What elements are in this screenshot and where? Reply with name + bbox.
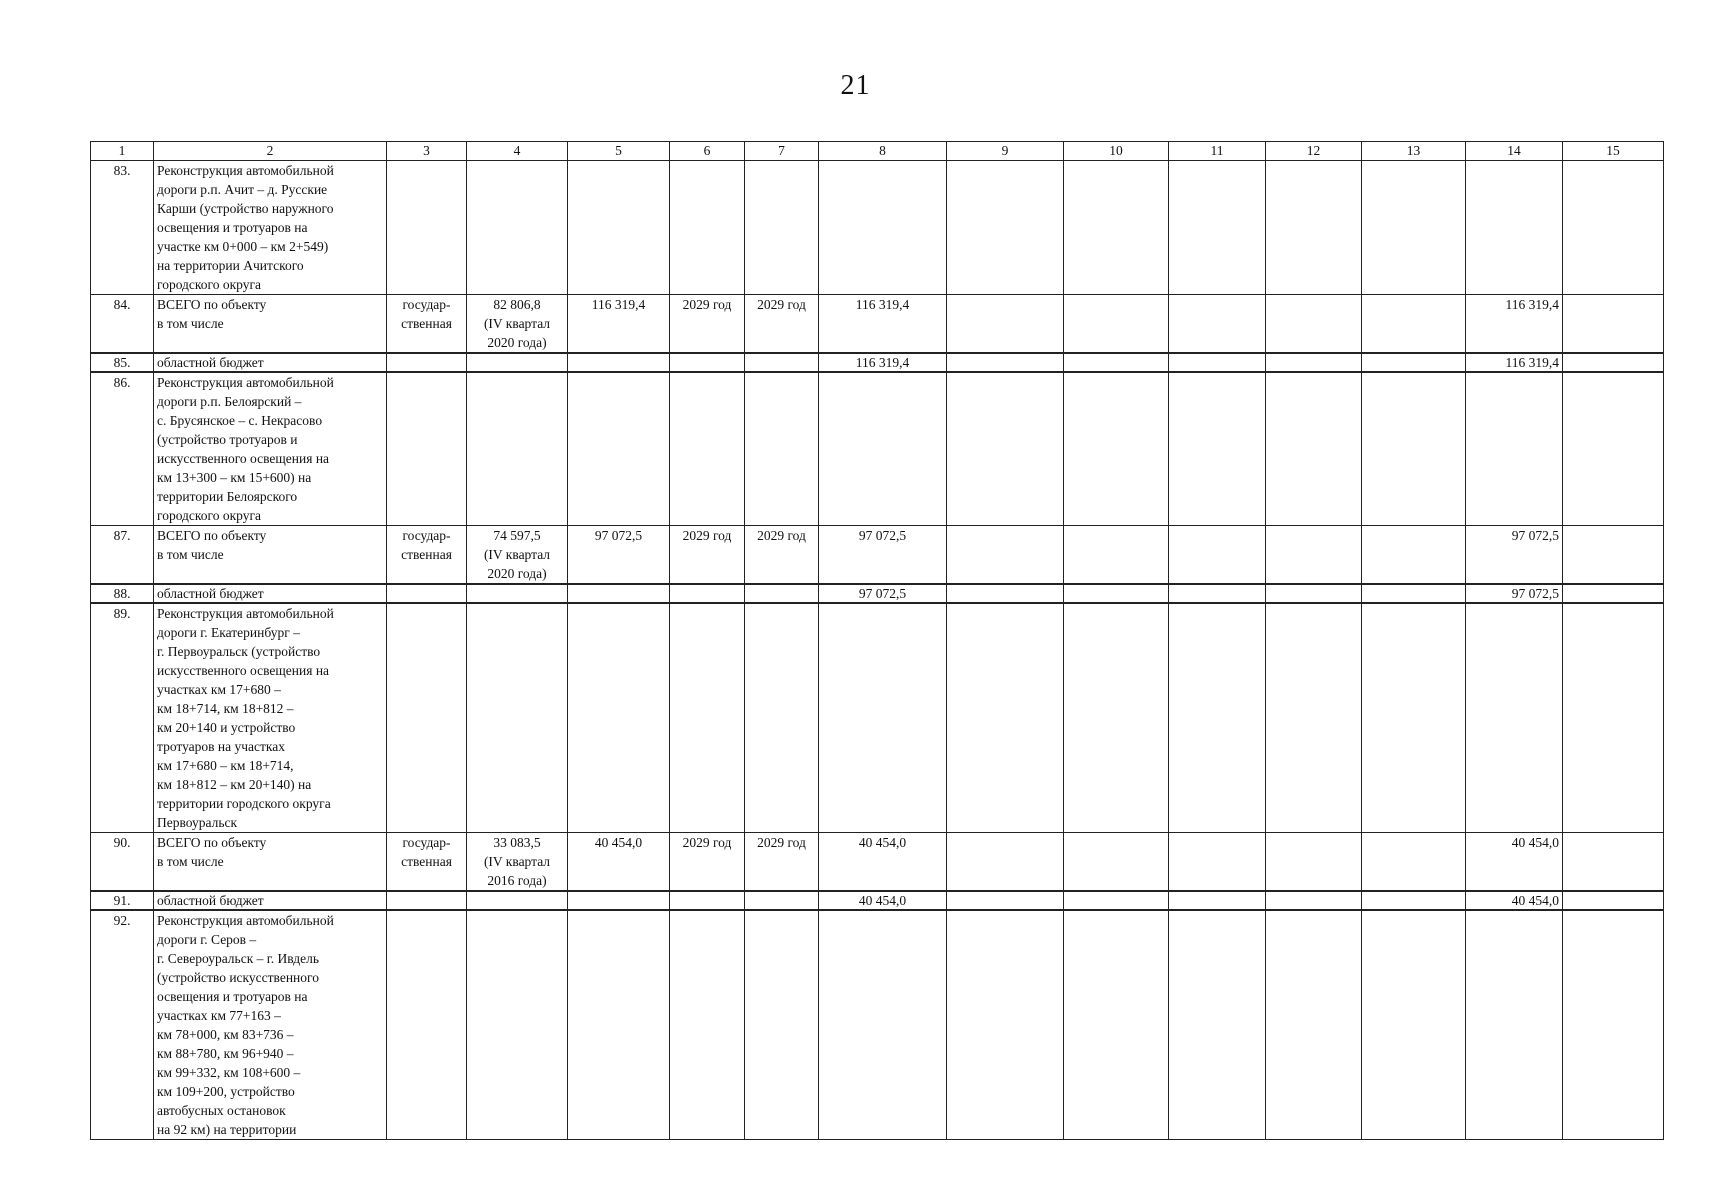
empty-cell <box>467 910 568 1140</box>
row-number: 89. <box>91 603 154 833</box>
empty-cell <box>1563 833 1664 892</box>
row-label: областной бюджет <box>154 891 387 910</box>
col-header: 9 <box>947 142 1064 161</box>
empty-cell <box>1064 295 1169 354</box>
empty-cell <box>1466 161 1563 295</box>
empty-cell <box>568 161 670 295</box>
table-row <box>91 910 1664 1140</box>
empty-cell <box>1563 910 1664 1140</box>
object-name: Реконструкция автомобильной дороги р.п. Белоярский – с. Брусянское – с. Некрасово (устройство тротуаров и искусственного освещения на км 13+300 – км 15+600) на территории Белоярского городского округа <box>154 372 387 526</box>
value-cell: 40 454,0 <box>819 891 947 910</box>
col-header: 13 <box>1362 142 1466 161</box>
empty-cell <box>670 891 745 910</box>
empty-cell <box>1466 372 1563 526</box>
value-cell: 116 319,4 <box>1466 353 1563 372</box>
cost-cell: 33 083,5 (IV квартал 2016 года) <box>467 833 568 892</box>
empty-cell <box>819 910 947 1140</box>
empty-cell <box>1064 910 1169 1140</box>
ownership-cell: государ- ственная <box>387 295 467 354</box>
empty-cell <box>745 603 819 833</box>
table-row <box>91 353 1664 372</box>
empty-cell <box>1563 295 1664 354</box>
value-cell: 40 454,0 <box>1466 891 1563 910</box>
col-header: 7 <box>745 142 819 161</box>
empty-cell <box>1064 891 1169 910</box>
empty-cell <box>1169 603 1266 833</box>
empty-cell <box>1266 910 1362 1140</box>
year-cell: 2029 год <box>745 833 819 892</box>
table-row <box>91 372 1664 526</box>
empty-cell <box>1169 372 1266 526</box>
empty-cell <box>947 372 1064 526</box>
empty-cell <box>947 584 1064 603</box>
cost-cell: 82 806,8 (IV квартал 2020 года) <box>467 295 568 354</box>
value-cell: 116 319,4 <box>1466 295 1563 354</box>
empty-cell <box>947 295 1064 354</box>
col-header: 8 <box>819 142 947 161</box>
row-number: 85. <box>91 353 154 372</box>
empty-cell <box>1563 161 1664 295</box>
empty-cell <box>1563 526 1664 585</box>
value-cell: 97 072,5 <box>819 526 947 585</box>
empty-cell <box>1169 161 1266 295</box>
empty-cell <box>1266 584 1362 603</box>
col-header: 2 <box>154 142 387 161</box>
empty-cell <box>1064 353 1169 372</box>
value-cell: 116 319,4 <box>568 295 670 354</box>
empty-cell <box>1169 910 1266 1140</box>
empty-cell <box>467 584 568 603</box>
empty-cell <box>1266 526 1362 585</box>
col-header: 4 <box>467 142 568 161</box>
year-cell: 2029 год <box>670 295 745 354</box>
empty-cell <box>745 584 819 603</box>
empty-cell <box>819 603 947 833</box>
empty-cell <box>1563 372 1664 526</box>
table-row <box>91 526 1664 585</box>
data-table <box>90 141 1664 1140</box>
value-cell: 40 454,0 <box>1466 833 1563 892</box>
value-cell: 97 072,5 <box>568 526 670 585</box>
empty-cell <box>670 910 745 1140</box>
col-header: 5 <box>568 142 670 161</box>
row-label: ВСЕГО по объекту в том числе <box>154 295 387 354</box>
empty-cell <box>947 603 1064 833</box>
empty-cell <box>1362 833 1466 892</box>
table-row <box>91 161 1664 295</box>
empty-cell <box>1362 295 1466 354</box>
empty-cell <box>467 372 568 526</box>
empty-cell <box>1169 584 1266 603</box>
object-name: Реконструкция автомобильной дороги г. Екатеринбург – г. Первоуральск (устройство искусственного освещения на участках км 17+680 – км 18+714, км 18+812 – км 20+140 и устройство тротуаров на участках км 17+680 – км 18+714, км 18+812 – км 20+140) на территории городского округа Первоуральск <box>154 603 387 833</box>
empty-cell <box>467 161 568 295</box>
empty-cell <box>745 372 819 526</box>
empty-cell <box>745 161 819 295</box>
empty-cell <box>1362 353 1466 372</box>
empty-cell <box>1266 353 1362 372</box>
empty-cell <box>1064 603 1169 833</box>
empty-cell <box>1064 584 1169 603</box>
empty-cell <box>745 891 819 910</box>
empty-cell <box>1266 372 1362 526</box>
empty-cell <box>387 891 467 910</box>
empty-cell <box>387 353 467 372</box>
year-cell: 2029 год <box>670 833 745 892</box>
table-row <box>91 603 1664 833</box>
empty-cell <box>670 161 745 295</box>
value-cell: 40 454,0 <box>568 833 670 892</box>
empty-cell <box>1064 526 1169 585</box>
ownership-cell: государ- ственная <box>387 526 467 585</box>
empty-cell <box>1362 161 1466 295</box>
empty-cell <box>1563 891 1664 910</box>
row-number: 88. <box>91 584 154 603</box>
year-cell: 2029 год <box>745 295 819 354</box>
empty-cell <box>1266 891 1362 910</box>
col-header: 1 <box>91 142 154 161</box>
empty-cell <box>670 372 745 526</box>
empty-cell <box>1563 353 1664 372</box>
row-number: 86. <box>91 372 154 526</box>
empty-cell <box>1362 526 1466 585</box>
row-label: областной бюджет <box>154 584 387 603</box>
row-number: 90. <box>91 833 154 892</box>
empty-cell <box>568 372 670 526</box>
value-cell: 40 454,0 <box>819 833 947 892</box>
empty-cell <box>1064 161 1169 295</box>
row-number: 92. <box>91 910 154 1140</box>
object-name: Реконструкция автомобильной дороги р.п. Ачит – д. Русские Карши (устройство наружного освещения и тротуаров на участке км 0+000 – км 2+549) на территории Ачитского городского округа <box>154 161 387 295</box>
empty-cell <box>947 910 1064 1140</box>
empty-cell <box>947 833 1064 892</box>
col-header: 6 <box>670 142 745 161</box>
value-cell: 116 319,4 <box>819 295 947 354</box>
year-cell: 2029 год <box>670 526 745 585</box>
table-row <box>91 833 1664 892</box>
value-cell: 116 319,4 <box>819 353 947 372</box>
row-number: 83. <box>91 161 154 295</box>
empty-cell <box>568 891 670 910</box>
row-label: областной бюджет <box>154 353 387 372</box>
row-number: 87. <box>91 526 154 585</box>
empty-cell <box>568 910 670 1140</box>
empty-cell <box>1466 910 1563 1140</box>
empty-cell <box>819 161 947 295</box>
row-label: ВСЕГО по объекту в том числе <box>154 526 387 585</box>
empty-cell <box>387 584 467 603</box>
value-cell: 97 072,5 <box>819 584 947 603</box>
empty-cell <box>1169 891 1266 910</box>
empty-cell <box>947 161 1064 295</box>
empty-cell <box>1362 603 1466 833</box>
table-row <box>91 584 1664 603</box>
object-name: Реконструкция автомобильной дороги г. Серов – г. Североуральск – г. Ивдель (устройство искусственного освещения и тротуаров на участках км 77+163 – км 78+000, км 83+736 – км 88+780, км 96+940 – км 99+332, км 108+600 – км 109+200, устройство автобусных остановок на 92 км) на территории <box>154 910 387 1140</box>
col-header: 3 <box>387 142 467 161</box>
col-header: 11 <box>1169 142 1266 161</box>
col-header: 14 <box>1466 142 1563 161</box>
table-row <box>91 295 1664 354</box>
empty-cell <box>1169 526 1266 585</box>
empty-cell <box>467 603 568 833</box>
ownership-cell: государ- ственная <box>387 833 467 892</box>
empty-cell <box>947 891 1064 910</box>
empty-cell <box>1266 161 1362 295</box>
row-number: 84. <box>91 295 154 354</box>
page-number: 21 <box>840 70 871 101</box>
table-row <box>91 891 1664 910</box>
empty-cell <box>568 603 670 833</box>
empty-cell <box>387 910 467 1140</box>
empty-cell <box>568 584 670 603</box>
empty-cell <box>1266 833 1362 892</box>
col-header: 15 <box>1563 142 1664 161</box>
year-cell: 2029 год <box>745 526 819 585</box>
empty-cell <box>1169 833 1266 892</box>
empty-cell <box>1266 603 1362 833</box>
empty-cell <box>1466 603 1563 833</box>
row-number: 91. <box>91 891 154 910</box>
empty-cell <box>1064 833 1169 892</box>
empty-cell <box>670 353 745 372</box>
empty-cell <box>819 372 947 526</box>
empty-cell <box>467 891 568 910</box>
empty-cell <box>1169 295 1266 354</box>
empty-cell <box>1362 584 1466 603</box>
empty-cell <box>1362 910 1466 1140</box>
empty-cell <box>387 372 467 526</box>
value-cell: 97 072,5 <box>1466 526 1563 585</box>
empty-cell <box>387 161 467 295</box>
empty-cell <box>745 353 819 372</box>
row-label: ВСЕГО по объекту в том числе <box>154 833 387 892</box>
empty-cell <box>670 584 745 603</box>
column-number-row <box>91 142 1664 161</box>
empty-cell <box>1064 372 1169 526</box>
empty-cell <box>568 353 670 372</box>
empty-cell <box>947 353 1064 372</box>
empty-cell <box>1169 353 1266 372</box>
empty-cell <box>1563 603 1664 833</box>
empty-cell <box>1362 891 1466 910</box>
col-header: 12 <box>1266 142 1362 161</box>
empty-cell <box>467 353 568 372</box>
cost-cell: 74 597,5 (IV квартал 2020 года) <box>467 526 568 585</box>
empty-cell <box>947 526 1064 585</box>
empty-cell <box>1266 295 1362 354</box>
empty-cell <box>670 603 745 833</box>
empty-cell <box>1563 584 1664 603</box>
empty-cell <box>387 603 467 833</box>
value-cell: 97 072,5 <box>1466 584 1563 603</box>
empty-cell <box>1362 372 1466 526</box>
empty-cell <box>745 910 819 1140</box>
col-header: 10 <box>1064 142 1169 161</box>
